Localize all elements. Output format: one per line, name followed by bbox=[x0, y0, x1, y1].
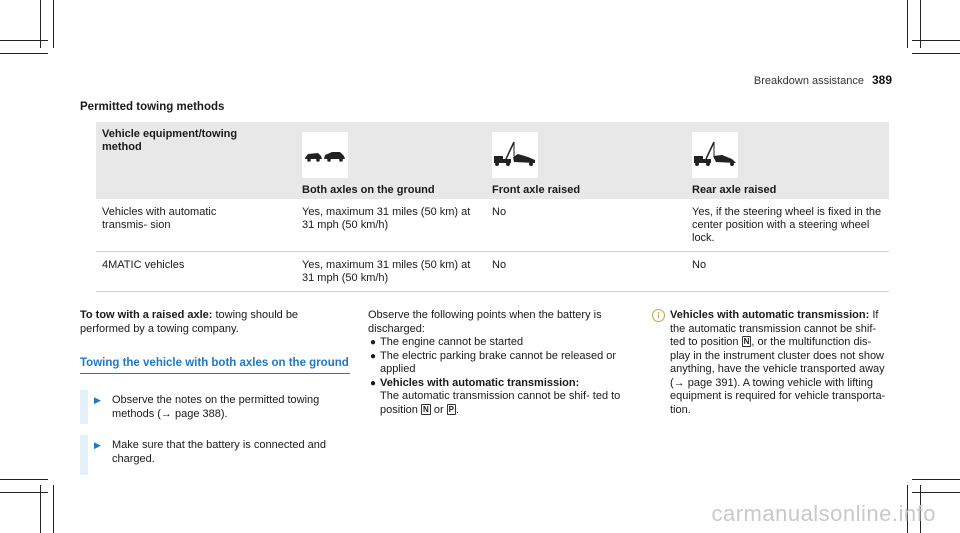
step-bar bbox=[80, 435, 88, 475]
tow-truck-front-raised-icon bbox=[492, 132, 538, 181]
intro-text: towing should be performed by a towing company. bbox=[80, 309, 299, 335]
table-header-cell bbox=[486, 122, 686, 199]
column-header: Rear axle raised bbox=[692, 184, 777, 196]
page-number: 389 bbox=[871, 73, 892, 87]
gear-n-icon: N bbox=[743, 337, 750, 346]
list-item: ● Vehicles with automatic transmission: The automatic transmission cannot be shif- ted to position N or P . bbox=[368, 377, 634, 418]
bullet-icon: ● bbox=[370, 377, 377, 389]
gear-p-icon: P bbox=[448, 404, 455, 414]
info-text: , or the multifunction dis- play in the instrument cluster does not show anything, have the vehicle transported away (→ page 391). A towing vehicle with lifting equipment is required for vehicle transporta- tion. bbox=[670, 336, 886, 416]
table-cell: Yes, if the steering wheel is fixed in the center position with a steering wheel lock. bbox=[686, 199, 889, 252]
crop-mark bbox=[53, 0, 54, 48]
step-text: Make sure that the battery is connected and charged. bbox=[112, 439, 327, 465]
info-bold: Vehicles with automatic transmission: bbox=[670, 309, 870, 321]
crop-mark bbox=[907, 0, 908, 48]
towing-methods-table bbox=[96, 122, 889, 292]
crop-mark bbox=[912, 479, 960, 480]
bullet-text: The electric parking brake cannot be released or applied bbox=[380, 349, 617, 375]
or-text: or bbox=[433, 403, 444, 416]
step-text: Observe the notes on the permitted towing methods (→ page 388). bbox=[112, 394, 320, 420]
crop-mark bbox=[0, 492, 48, 493]
crop-mark bbox=[0, 53, 48, 54]
bullet-text: The engine cannot be started bbox=[380, 336, 524, 348]
list-item bbox=[368, 336, 634, 350]
table-header-cell bbox=[686, 122, 889, 199]
watermark: carmanualsonline.info bbox=[711, 501, 936, 526]
table-cell: No bbox=[486, 252, 686, 292]
page-header bbox=[754, 73, 892, 87]
crop-mark bbox=[0, 479, 48, 480]
table-cell: Vehicles with automatic transmis- sion bbox=[96, 199, 296, 252]
column-left bbox=[80, 309, 350, 466]
step-item bbox=[96, 394, 350, 421]
arrow-right-icon: ▶ bbox=[94, 395, 101, 405]
info-text: If the automatic transmission cannot be shif- ted to position bbox=[670, 309, 879, 348]
column-right bbox=[652, 309, 888, 417]
crop-mark bbox=[912, 492, 960, 493]
crop-mark bbox=[53, 485, 54, 533]
info-note bbox=[652, 309, 888, 417]
gear-n-icon: N bbox=[422, 404, 429, 414]
table-header-cell bbox=[96, 122, 296, 199]
list-item bbox=[368, 350, 634, 377]
bullet-bold: Vehicles with automatic transmission: bbox=[380, 376, 580, 389]
bullet-icon: ● bbox=[370, 337, 377, 348]
column-header: Front axle raised bbox=[492, 184, 581, 196]
step-item bbox=[96, 439, 350, 466]
info-icon: i bbox=[652, 309, 665, 322]
tow-truck-rear-raised-icon bbox=[692, 132, 738, 181]
table-cell: Yes, maximum 31 miles (50 km) at 31 mph (50 km/h) bbox=[296, 252, 486, 292]
crop-mark bbox=[912, 53, 960, 54]
table-cell: No bbox=[486, 199, 686, 252]
intro-paragraph: Observe the following points when the battery is discharged: bbox=[368, 309, 602, 335]
step-bar bbox=[80, 390, 88, 424]
intro-bold: To tow with a raised axle: bbox=[80, 309, 213, 321]
crop-mark bbox=[920, 0, 921, 48]
table-cell: No bbox=[686, 252, 889, 292]
subheading: Towing the vehicle with both axles on the ground bbox=[80, 357, 349, 369]
header-label: Vehicle equipment/towing method bbox=[102, 128, 238, 153]
bullet-text: The automatic transmission cannot be shif- ted to position bbox=[380, 390, 621, 416]
column-header: Both axles on the ground bbox=[302, 184, 435, 196]
table-header-row bbox=[96, 122, 889, 199]
intro-paragraph bbox=[80, 309, 350, 336]
table-cell: Yes, maximum 31 miles (50 km) at 31 mph (50 km/h) bbox=[296, 199, 486, 252]
table-cell: 4MATIC vehicles bbox=[96, 252, 296, 292]
section-name: Breakdown assistance bbox=[753, 75, 864, 87]
car-flat-icon bbox=[302, 132, 348, 181]
table-header-cell bbox=[296, 122, 486, 199]
column-middle bbox=[368, 309, 634, 417]
section-title: Permitted towing methods bbox=[80, 101, 225, 113]
table-row bbox=[96, 199, 889, 252]
table-row bbox=[96, 252, 889, 292]
crop-mark bbox=[0, 40, 48, 41]
bullet-icon: ● bbox=[370, 350, 377, 362]
arrow-right-icon: ▶ bbox=[94, 440, 101, 450]
